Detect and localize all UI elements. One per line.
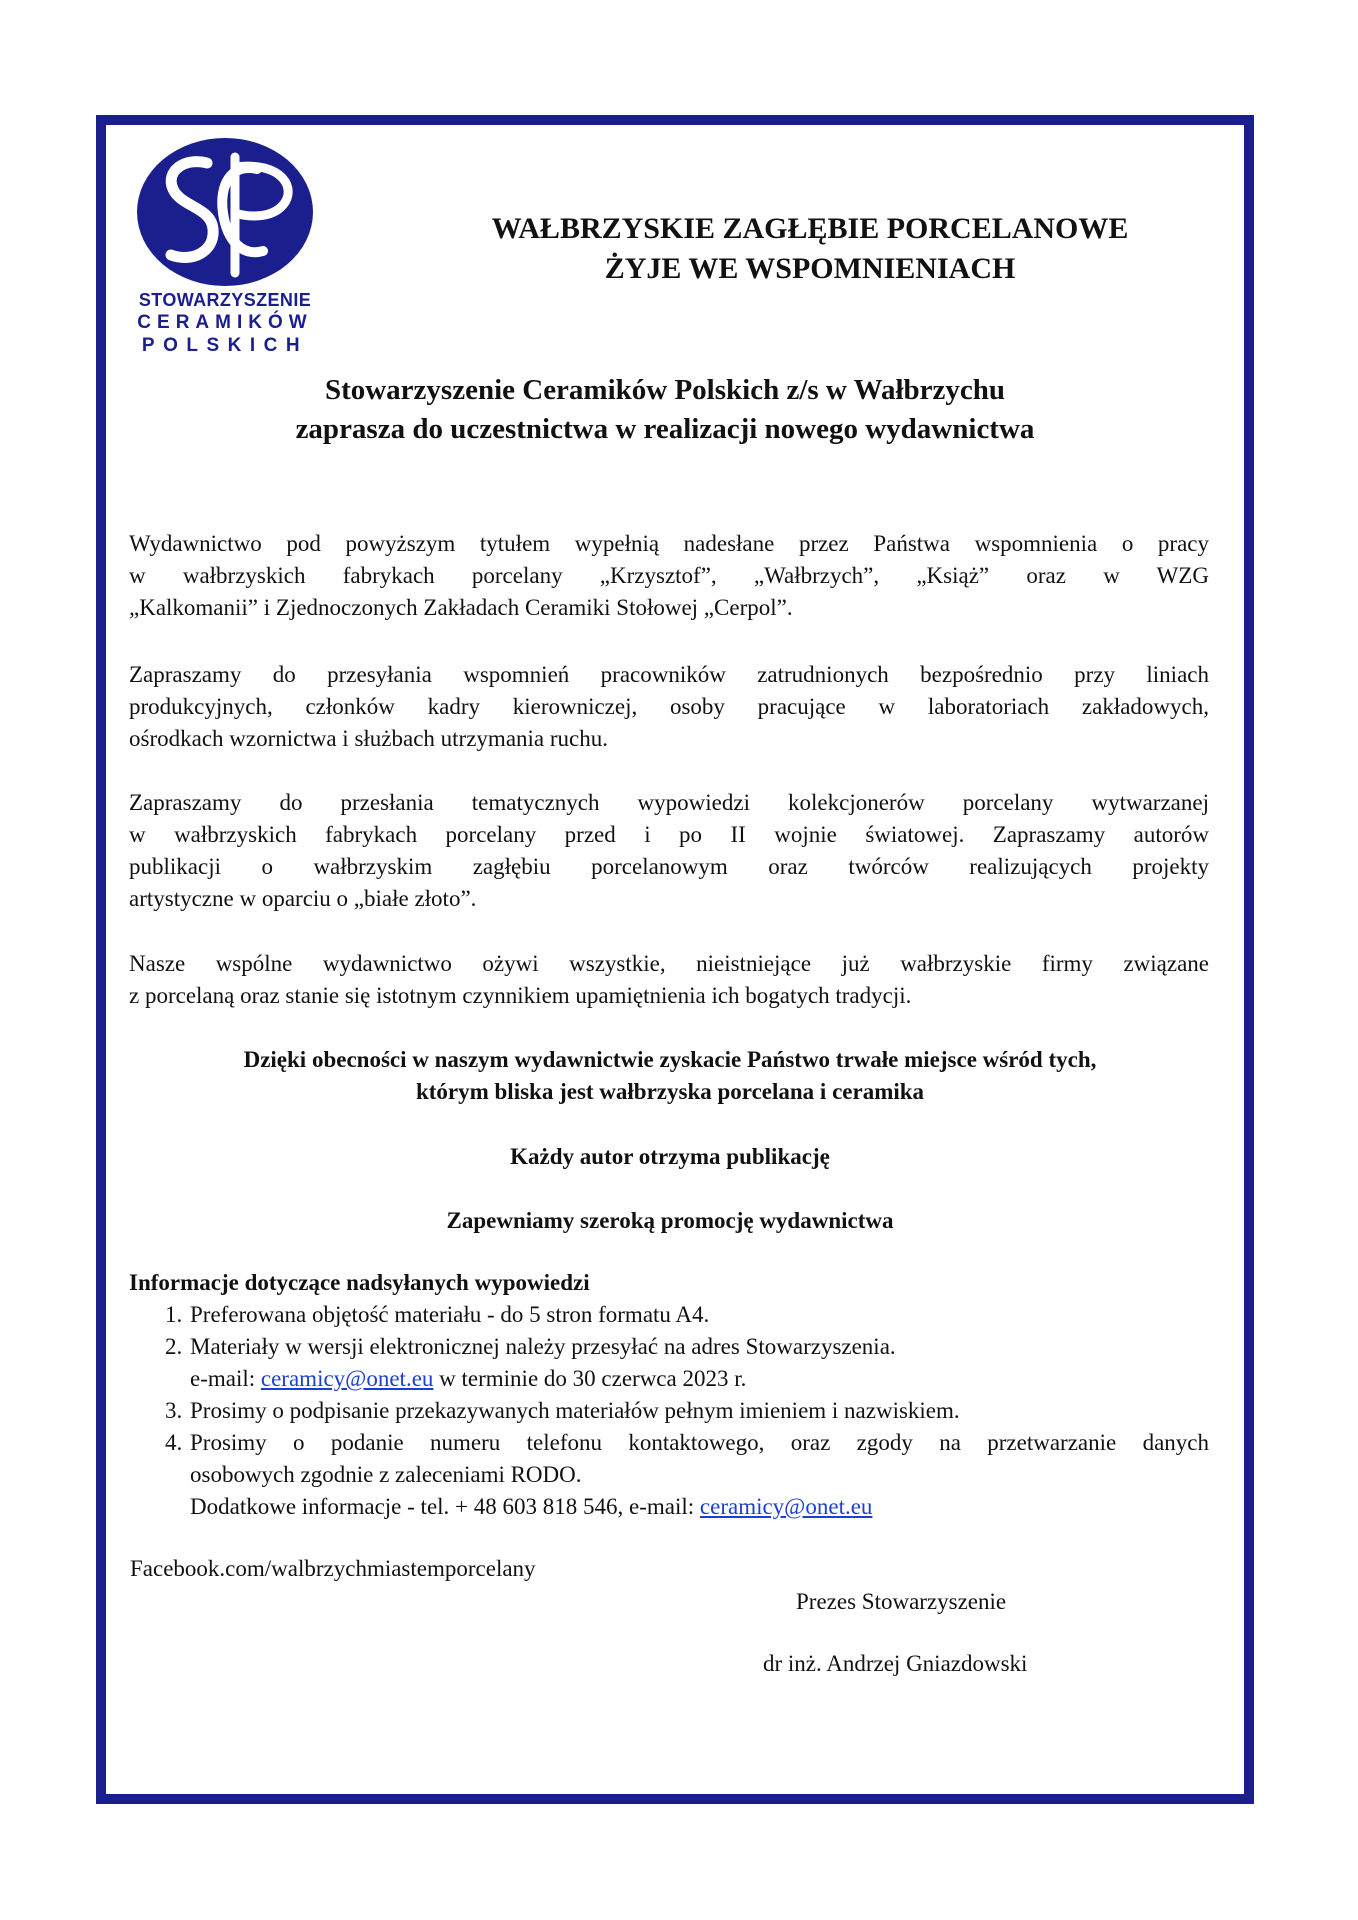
paragraph-line: Zapraszamy do przesłania tematycznych wypowiedzi kolekcjonerów porcelany wytwarzanej [129, 790, 1209, 815]
paragraph-line: produkcyjnych, członków kadry kierowniczej, osoby pracujące w laboratoriach zakładowych, [129, 694, 1209, 719]
logo-text-line1: STOWARZYSZENIE [138, 290, 312, 310]
signature-name: dr inż. Andrzej Gniazdowski [763, 1651, 1028, 1676]
logo-text-line2: CERAMIKÓW [137, 312, 313, 333]
list-item-text: Prosimy o podpisanie przekazywanych materiałów pełnym imieniem i nazwiskiem. [190, 1398, 960, 1423]
paragraph-2 [129, 659, 1209, 755]
deadline-text: w terminie do 30 czerwca 2023 r. [433, 1366, 747, 1391]
paragraph-line: Zapraszamy do przesyłania wspomnień pracowników zatrudnionych bezpośrednio przy liniach [129, 662, 1209, 687]
document-title-line2: ŻYJE WE WSPOMNIENIACH [604, 252, 1016, 285]
paragraph-line: w wałbrzyskich fabrykach porcelany „Krzysztof”, „Wałbrzych”, „Książ” oraz w WZG [129, 563, 1209, 588]
subtitle-line1: Stowarzyszenie Ceramików Polskich z/s w Wałbrzychu [324, 374, 1006, 406]
list-item [129, 1299, 1209, 1331]
info-section-title: Informacje dotyczące nadsyłanych wypowiedzi [129, 1270, 590, 1295]
contact-email-link[interactable]: ceramicy@onet.eu [699, 1494, 873, 1519]
paragraph-line: Wydawnictwo pod powyższym tytułem wypełnią nadesłane przez Państwa wspomnienia o pracy [129, 531, 1209, 556]
list-item-text: Materiały w wersji elektronicznej należy przesyłać na adres Stowarzyszenia. [190, 1334, 896, 1359]
list-item-number: 1. [165, 1302, 183, 1327]
highlight-author-publication: Każdy autor otrzyma publikację [510, 1144, 830, 1169]
paragraph-1 [129, 528, 1209, 624]
list-item [129, 1395, 1209, 1427]
subtitle-line2: zaprasza do uczestnictwa w realizacji nowego wydawnictwa [295, 413, 1035, 445]
paragraph-4 [129, 948, 1209, 1012]
highlight-line2: którym bliska jest wałbrzyska porcelana i ceramika [415, 1079, 925, 1104]
paragraph-line: artystyczne w oparciu o „białe złoto”. [129, 886, 477, 911]
list-item-number: 3. [165, 1398, 183, 1423]
highlight-promotion: Zapewniamy szeroką promocję wydawnictwa [446, 1208, 894, 1233]
list-item [129, 1427, 1209, 1459]
list-item-email-line [129, 1363, 1209, 1395]
list-item-number: 4. [165, 1430, 183, 1455]
paragraph-line: Nasze wspólne wydawnictwo ożywi wszystkie, nieistniejące już wałbrzyskie firmy związane [129, 951, 1209, 976]
list-item-continuation [129, 1459, 1209, 1491]
scp-logo [125, 137, 325, 362]
list-item-text: Prosimy o podanie numeru telefonu kontaktowego, oraz zgody na przetwarzanie danych [190, 1430, 1209, 1455]
contact-text [190, 1491, 872, 1523]
highlight-line1: Dzięki obecności w naszym wydawnictwie zyskacie Państwo trwałe miejsce wśród tych, [243, 1047, 1097, 1072]
list-item-text: Preferowana objętość materiału - do 5 stron formatu A4. [190, 1302, 710, 1327]
document-title-line1: WAŁBRZYSKIE ZAGŁĘBIE PORCELANOWE [491, 212, 1129, 245]
paragraph-line: publikacji o wałbrzyskim zagłębiu porcelanowym oraz twórców realizujących projekty [129, 854, 1209, 879]
contact-prefix: Dodatkowe informacje - tel. + 48 603 818 546, e-mail: [190, 1494, 700, 1519]
info-list [129, 1299, 1209, 1523]
list-item-text: osobowych zgodnie z zaleceniami RODO. [190, 1462, 582, 1487]
signature-role: Prezes Stowarzyszenie [796, 1589, 1007, 1614]
email-link[interactable]: ceramicy@onet.eu [260, 1366, 434, 1391]
email-prefix: e-mail: [190, 1366, 261, 1391]
paragraph-line: w wałbrzyskich fabrykach porcelany przed i po II wojnie światowej. Zapraszamy autorów [129, 822, 1209, 847]
contact-line [129, 1491, 1209, 1523]
logo-text-line3: POLSKICH [141, 335, 309, 356]
paragraph-line: „Kalkomanii” i Zjednoczonych Zakładach Ceramiki Stołowej „Cerpol”. [129, 595, 793, 620]
email-line [190, 1363, 746, 1395]
list-item-number: 2. [165, 1334, 183, 1359]
paragraph-line: z porcelaną oraz stanie się istotnym czynnikiem upamiętnienia ich bogatych tradycji. [129, 983, 912, 1008]
paragraph-3 [129, 787, 1209, 915]
paragraph-line: ośrodkach wzornictwa i służbach utrzymania ruchu. [129, 726, 608, 751]
list-item [129, 1331, 1209, 1363]
scp-logo-emblem [135, 137, 315, 287]
facebook-address: Facebook.com/walbrzychmiastemporcelany [130, 1556, 536, 1581]
